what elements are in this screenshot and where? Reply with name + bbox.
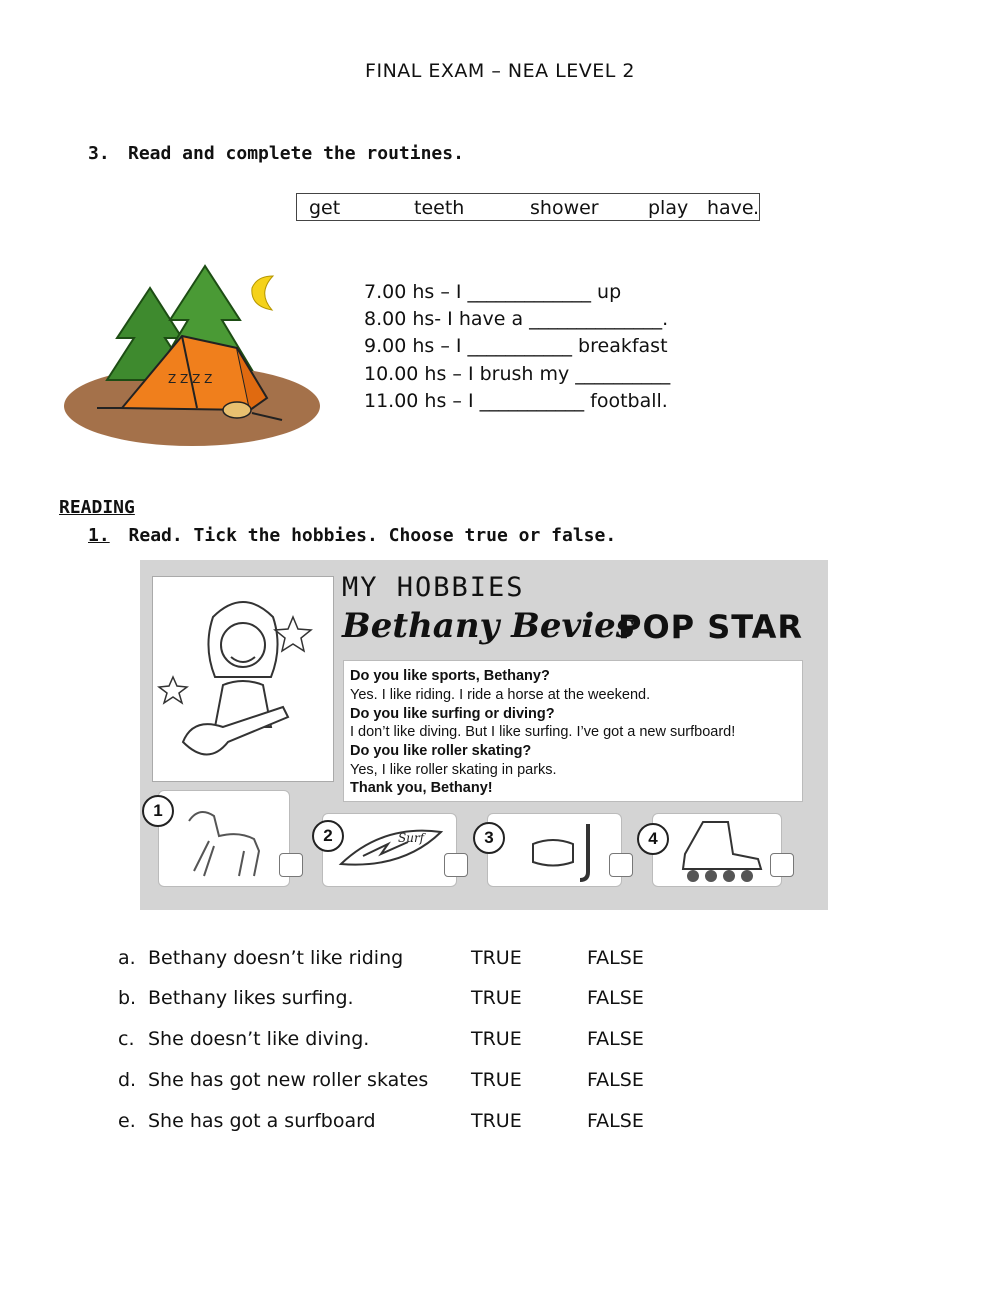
surfboard-icon (323, 814, 456, 886)
interview-box (343, 660, 803, 802)
interview-question: Do you like roller skating? (350, 743, 532, 759)
snorkel-mask-icon (488, 814, 621, 886)
routine-line: 11.00 hs – I ___________ football. (364, 390, 668, 412)
true-option[interactable]: TRUE (471, 1110, 522, 1132)
false-option[interactable]: FALSE (587, 1110, 644, 1132)
girl-with-guitar-icon (153, 577, 333, 781)
word-bank (296, 193, 760, 221)
statement-letter: e. (118, 1110, 136, 1132)
false-option[interactable]: FALSE (587, 1028, 644, 1050)
true-option[interactable]: TRUE (471, 987, 522, 1009)
horse-icon (159, 791, 289, 886)
surfboard-label: Surf (398, 831, 425, 845)
interviewee-name: Bethany Bevies (342, 606, 635, 646)
word-bank-end: . (753, 197, 760, 219)
interview-answer: Yes. I like riding. I ride a horse at the weekend. (350, 687, 651, 703)
routine-line: 8.00 hs- I have a ______________. (364, 308, 669, 330)
statement-text: Bethany doesn’t like riding (148, 947, 404, 969)
reading-question-number: 1. (88, 525, 110, 546)
word-bank-word: have (707, 197, 754, 219)
word-bank-word: play (648, 197, 689, 219)
tick-box-riding[interactable] (279, 853, 303, 877)
interview-answer: Yes, I like roller skating in parks. (350, 762, 557, 778)
word-bank-word: shower (530, 197, 599, 219)
roller-skate-icon (653, 814, 781, 886)
statement-text: She doesn’t like diving. (148, 1028, 370, 1050)
word-bank-word: get (309, 197, 341, 219)
statement-text: Bethany likes surfing. (148, 987, 354, 1009)
false-option[interactable]: FALSE (587, 987, 644, 1009)
bethany-portrait (152, 576, 334, 782)
tick-box-surfing[interactable] (444, 853, 468, 877)
tick-box-roller-skating[interactable] (770, 853, 794, 877)
statement-letter: b. (118, 987, 137, 1009)
camping-tent-illustration (62, 258, 332, 453)
routine-line: 9.00 hs – I ___________ breakfast (364, 335, 668, 357)
picture-number: 4 (637, 823, 669, 855)
interview-question: Do you like sports, Bethany? (350, 668, 550, 684)
statement-letter: a. (118, 947, 136, 969)
svg-text:Z Z Z Z: Z Z Z Z (168, 372, 213, 386)
statement-text: She has got new roller skates (148, 1069, 429, 1091)
statement-text: She has got a surfboard (148, 1110, 376, 1132)
true-option[interactable]: TRUE (471, 1069, 522, 1091)
routine-line: 7.00 hs – I _____________ up (364, 281, 622, 303)
reading-instruction-row (88, 525, 616, 546)
tick-box-diving[interactable] (609, 853, 633, 877)
picture-number: 1 (142, 795, 174, 827)
exercise-3-instruction: Read and complete the routines. (128, 143, 464, 164)
hobby-card-riding (158, 790, 290, 887)
statement-letter: c. (118, 1028, 135, 1050)
statement-letter: d. (118, 1069, 137, 1091)
reading-instruction: Read. Tick the hobbies. Choose true or false. (128, 525, 617, 546)
picture-number: 2 (312, 820, 344, 852)
true-option[interactable]: TRUE (471, 1028, 522, 1050)
hobby-card-surfing (322, 813, 457, 887)
true-option[interactable]: TRUE (471, 947, 522, 969)
hobbies-heading: MY HOBBIES (342, 572, 525, 603)
false-option[interactable]: FALSE (587, 947, 644, 969)
exercise-3-number: 3. (88, 143, 110, 164)
page-title: FINAL EXAM – NEA LEVEL 2 (365, 60, 635, 82)
picture-number: 3 (473, 822, 505, 854)
reading-heading: READING (59, 497, 135, 518)
word-bank-word: teeth (414, 197, 465, 219)
interview-closing: Thank you, Bethany! (350, 780, 493, 796)
hobby-card-diving (487, 813, 622, 887)
interview-question: Do you like surfing or diving? (350, 706, 555, 722)
interviewee-role: POP STAR (618, 608, 804, 646)
false-option[interactable]: FALSE (587, 1069, 644, 1091)
routine-line: 10.00 hs – I brush my __________ (364, 363, 671, 385)
hobby-card-roller-skating (652, 813, 782, 887)
interview-answer: I don’t like diving. But I like surfing. I’ve got a new surfboard! (350, 724, 736, 740)
